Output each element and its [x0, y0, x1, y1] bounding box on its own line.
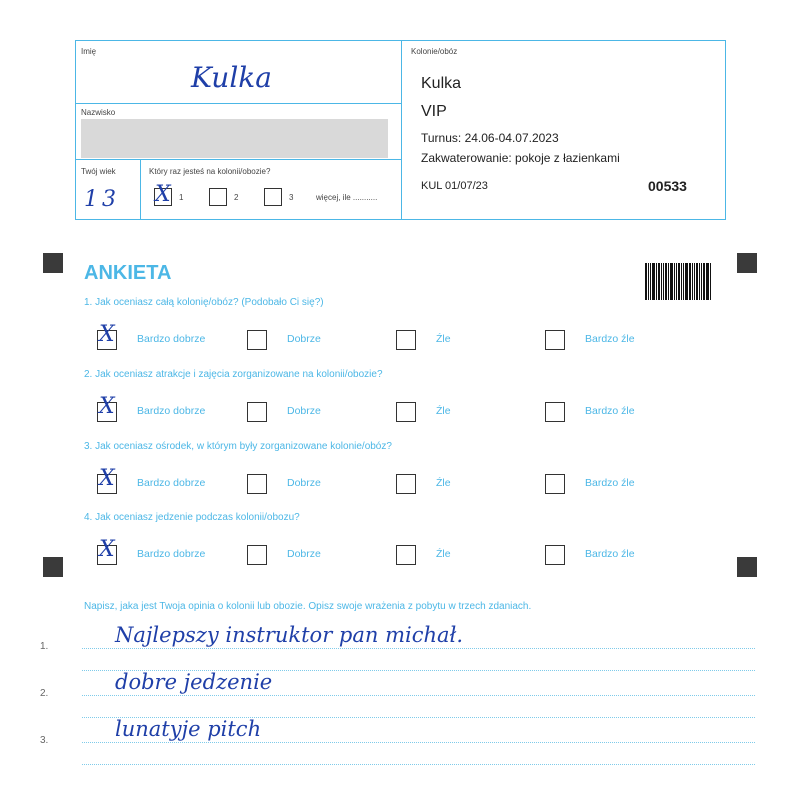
rating-checkbox[interactable] [247, 474, 267, 494]
form-number: 00533 [648, 178, 687, 194]
rating-label: Bardzo źle [585, 548, 635, 560]
header-box [75, 40, 726, 220]
rating-label: Bardzo dobrze [137, 405, 206, 417]
rating-label: Źle [436, 405, 451, 417]
question-text: 2. Jak oceniasz atrakcje i zajęcia zorganizowane na kolonii/obozie? [84, 369, 383, 380]
wiek-label: Twój wiek [81, 167, 116, 176]
rating-checkbox[interactable] [396, 474, 416, 494]
barcode-icon [645, 263, 712, 300]
opinion-answer[interactable]: Najlepszy instruktor pan michał. [115, 623, 463, 647]
header-divider [140, 159, 141, 219]
registration-marker [43, 253, 63, 273]
rating-label: Bardzo źle [585, 477, 635, 489]
dotted-line [82, 742, 755, 743]
dotted-line [82, 695, 755, 696]
registration-marker [737, 557, 757, 577]
rating-checkbox[interactable] [396, 545, 416, 565]
wiecej-label: więcej, ile ........... [316, 193, 378, 202]
rating-label: Bardzo źle [585, 333, 635, 345]
ktory-raz-label: Który raz jesteś na kolonii/obozie? [149, 167, 271, 176]
imie-value[interactable]: Kulka [191, 61, 272, 94]
rating-label: Bardzo dobrze [137, 477, 206, 489]
rating-label: Dobrze [287, 548, 321, 560]
registration-marker [737, 253, 757, 273]
header-divider [76, 159, 401, 160]
rating-label: Źle [436, 477, 451, 489]
rating-checkbox[interactable] [545, 545, 565, 565]
header-divider [76, 103, 401, 104]
rating-label: Dobrze [287, 477, 321, 489]
opinion-answer[interactable]: lunatyje pitch [115, 717, 262, 741]
kolonia-code: KUL 01/07/23 [421, 180, 488, 192]
nazwisko-label: Nazwisko [81, 108, 116, 117]
rating-label: Dobrze [287, 333, 321, 345]
dotted-line [82, 648, 755, 649]
survey-title: ANKIETA [84, 262, 172, 284]
ktory-raz-checkbox-3[interactable] [264, 188, 282, 206]
rating-checkbox[interactable] [545, 330, 565, 350]
registration-marker [43, 557, 63, 577]
rating-checkbox[interactable] [247, 402, 267, 422]
nazwisko-redaction [81, 119, 388, 158]
question-text: 4. Jak oceniasz jedzenie podczas kolonii/obozu? [84, 512, 300, 523]
opinion-prompt: Napisz, jaka jest Twoja opinia o kolonii lub obozie. Opisz swoje wrażenia z pobytu w trzech zdaniach. [84, 601, 532, 612]
imie-label: Imię [81, 47, 97, 56]
ktory-raz-checkbox-2[interactable] [209, 188, 227, 206]
checkmark-icon: X [99, 322, 115, 347]
opinion-answer[interactable]: dobre jedzenie [115, 670, 273, 694]
opinion-line-number: 1. [40, 641, 49, 652]
checkmark-icon: X [99, 537, 115, 562]
opinion-line-number: 2. [40, 688, 49, 699]
rating-label: Bardzo źle [585, 405, 635, 417]
ktory-raz-option-1: 1 [179, 193, 184, 202]
zakwaterowanie: Zakwaterowanie: pokoje z łazienkami [421, 151, 620, 165]
checkmark-icon: X [99, 394, 115, 419]
rating-checkbox[interactable] [545, 474, 565, 494]
rating-label: Źle [436, 333, 451, 345]
wiek-value[interactable]: 13 [84, 187, 120, 212]
header-divider [401, 41, 402, 219]
rating-label: Dobrze [287, 405, 321, 417]
opinion-line-number: 3. [40, 735, 49, 746]
rating-checkbox[interactable] [247, 330, 267, 350]
ktory-raz-checkmark: X [155, 182, 171, 207]
kolonia-name: Kulka [421, 75, 462, 92]
rating-label: Źle [436, 548, 451, 560]
ktory-raz-option-3: 3 [289, 193, 294, 202]
rating-checkbox[interactable] [396, 330, 416, 350]
rating-checkbox[interactable] [396, 402, 416, 422]
checkmark-icon: X [99, 466, 115, 491]
kolonie-label: Kolonie/obóz [411, 47, 458, 56]
rating-checkbox[interactable] [545, 402, 565, 422]
rating-label: Bardzo dobrze [137, 548, 206, 560]
dotted-line [82, 764, 755, 765]
rating-checkbox[interactable] [247, 545, 267, 565]
turnus: Turnus: 24.06-04.07.2023 [421, 131, 559, 145]
kolonia-type: VIP [421, 103, 447, 120]
ktory-raz-option-2: 2 [234, 193, 239, 202]
rating-label: Bardzo dobrze [137, 333, 206, 345]
question-text: 3. Jak oceniasz ośrodek, w którym były zorganizowane kolonie/obóz? [84, 441, 392, 452]
question-text: 1. Jak oceniasz całą kolonię/obóz? (Podobało Ci się?) [84, 297, 324, 308]
